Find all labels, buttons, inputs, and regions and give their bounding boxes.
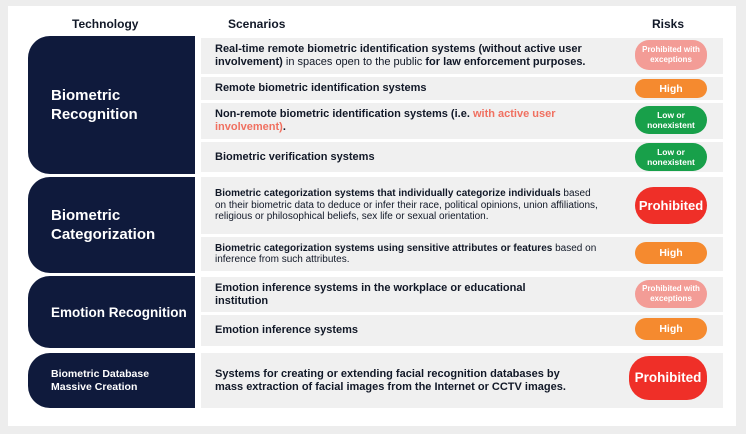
risk-badge-high: High xyxy=(635,79,707,98)
scenario-8-text: Emotion inference systems xyxy=(215,324,359,336)
scenario-5-part-b: based on their biometric data to deduce or infer their race, political opinions, union affiliations, religious or philosophical beliefs, sex life or sexual orientation. xyxy=(215,188,598,223)
scenario-1-part-b: in spaces open to the public xyxy=(282,56,426,68)
risk-badge-low: Low or nonexistent xyxy=(635,106,707,134)
scenario-4-text: Biometric verification systems xyxy=(215,150,375,163)
risk-table xyxy=(8,6,736,426)
scenario-1-part-c: for law enforcement purposes. xyxy=(425,56,586,68)
scenario-1-part-a: Real-time remote biometric identification systems (without active user involvement) xyxy=(215,43,582,68)
tech-biometric-database xyxy=(28,353,195,408)
header-technology: Technology xyxy=(72,17,139,31)
risk-badge-high: High xyxy=(635,318,707,340)
tech-biometric-database-line1: Biometric Database xyxy=(51,367,150,380)
header-risks: Risks xyxy=(652,17,685,31)
tech-biometric-database-line2: Massive Creation xyxy=(51,380,138,393)
risk-badge-high: High xyxy=(635,242,707,264)
tech-biometric-recognition-line1: Biometric xyxy=(51,87,121,104)
scenario-3-part-a: Non-remote biometric identification systems (i.e. xyxy=(215,108,473,120)
risk-badge-prohibited-with-exceptions: Prohibited with exceptions xyxy=(635,280,707,308)
scenario-9-text: Systems for creating or extending facial recognition databases by mass extraction of facial images from the Internet or CCTV images. xyxy=(215,367,566,393)
scenario-6-part-b: based on inference from such attributes. xyxy=(215,242,597,265)
tech-biometric-categorization-line1: Biometric xyxy=(51,207,121,224)
tech-biometric-recognition xyxy=(28,36,195,174)
tech-biometric-categorization-line2: Categorization xyxy=(51,226,156,243)
scenario-2-text: Remote biometric identification systems xyxy=(215,82,427,94)
tech-emotion-recognition xyxy=(28,276,195,348)
risk-badge-prohibited-with-exceptions: Prohibited with exceptions xyxy=(635,40,707,70)
tech-biometric-recognition-line2: Recognition xyxy=(51,106,138,123)
risk-badge-low: Low or nonexistent xyxy=(635,143,707,171)
scenario-3-part-b: with active user involvement) xyxy=(215,108,556,133)
tech-biometric-categorization xyxy=(28,177,195,273)
tech-emotion-recognition-line1: Emotion Recognition xyxy=(51,304,187,320)
scenario-7-text: Emotion inference systems in the workplace or educational institution xyxy=(215,281,526,307)
scenario-3-part-c: . xyxy=(282,121,286,133)
header-scenarios: Scenarios xyxy=(228,17,286,31)
scenario-6-part-a: Biometric categorization systems using sensitive attributes or features xyxy=(215,242,553,254)
risk-badge-prohibited: Prohibited xyxy=(629,356,707,400)
scenario-5-part-a: Biometric categorization systems that individually categorize individuals xyxy=(215,188,561,200)
risk-badge-prohibited: Prohibited xyxy=(635,187,707,224)
